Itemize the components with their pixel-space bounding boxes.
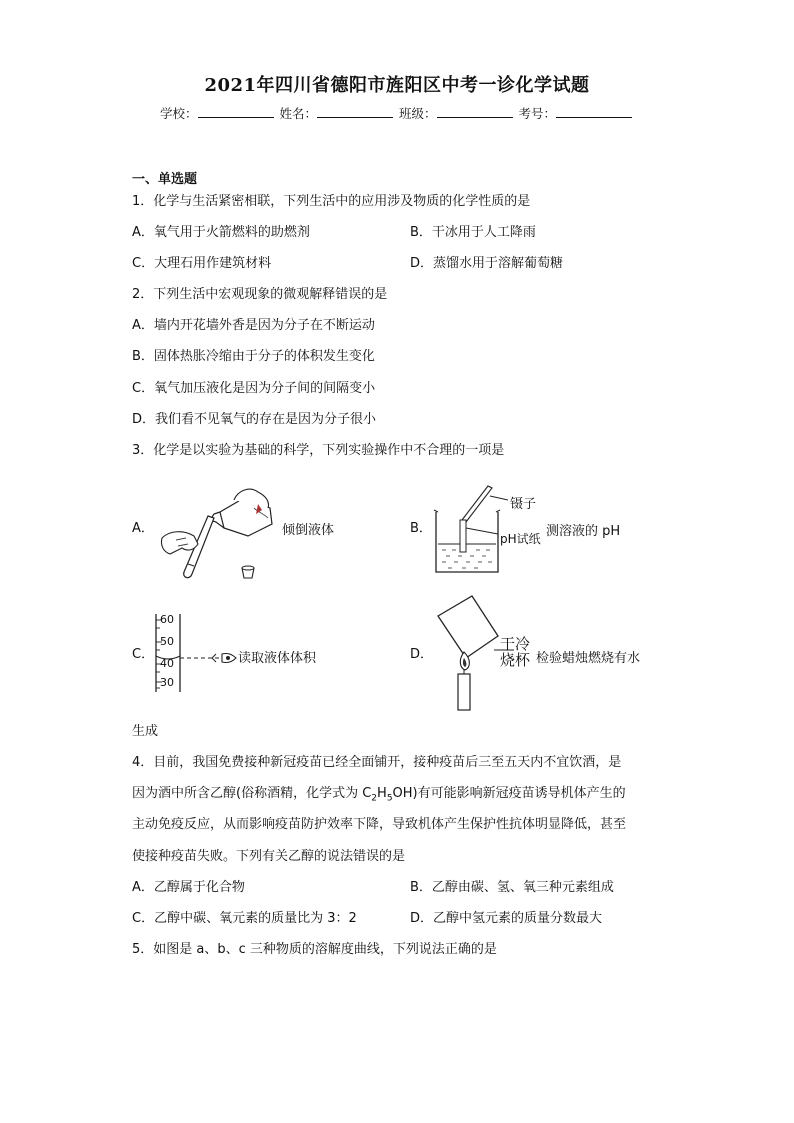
q3-option-c-label: C． — [132, 647, 155, 662]
q4-option-d: D．乙醇中氢元素的质量分数最大 — [410, 911, 603, 926]
q3-option-c-text: 读取液体体积 — [238, 651, 317, 666]
q4-line2-h: H — [377, 786, 387, 801]
cylinder-tick-30: 30 — [160, 676, 174, 689]
beaker-label: 烧杯 — [500, 651, 531, 669]
question-4-line-4: 使接种疫苗失败。下列有关乙醇的说法错误的是 — [132, 849, 406, 864]
q4-subscript-5: 5 — [386, 793, 393, 804]
question-2-stem: 2．下列生活中宏观现象的微观解释错误的是 — [132, 287, 388, 302]
q4-subscript-2: 2 — [371, 793, 378, 804]
q3-option-d-label: D． — [410, 647, 434, 662]
student-info-line — [0, 104, 794, 122]
dry-cold-label: 干冷 — [500, 635, 531, 653]
q4-option-a: A．乙醇属于化合物 — [132, 880, 245, 895]
name-blank[interactable] — [317, 105, 393, 118]
tweezers-label: 镊子 — [510, 497, 537, 512]
q3-option-d-text: 检验蜡烛燃烧有水 — [536, 651, 641, 666]
question-1-stem: 1．化学与生活紧密相联，下列生活中的应用涉及物质的化学性质的是 — [132, 194, 531, 209]
q3-option-b-label: B． — [410, 521, 432, 536]
q3-option-d-tail: 生成 — [132, 724, 159, 739]
name-label: 姓名： — [279, 106, 317, 121]
q2-option-b: B．固体热胀冷缩由于分子的体积发生变化 — [132, 349, 375, 364]
question-4-line-3: 主动免疫反应，从而影响疫苗防护效率下降，导致机体产生保护性抗体明显降低，甚至 — [132, 817, 627, 832]
school-label: 学校： — [159, 106, 198, 121]
ph-paper-label: pH试纸 — [500, 532, 541, 546]
school-blank[interactable] — [198, 105, 274, 118]
question-3-stem: 3．化学是以实验为基础的科学，下列实验操作中不合理的一项是 — [132, 443, 505, 458]
q3-option-a-text: 倾倒液体 — [282, 523, 335, 538]
q4-option-b: B．乙醇由碳、氢、氧三种元素组成 — [410, 880, 614, 895]
pouring-liquid-illustration — [158, 478, 278, 582]
q4-line2-part2: OH)有可能影响新冠疫苗诱导机体产生的 — [392, 786, 626, 801]
q2-option-c: C．氧气加压液化是因为分子间的间隔变小 — [132, 381, 376, 396]
section-heading: 一、单选题 — [132, 172, 198, 187]
class-blank[interactable] — [437, 105, 513, 118]
question-5-stem: 5．如图是 a、b、c 三种物质的溶解度曲线，下列说法正确的是 — [132, 942, 497, 957]
cylinder-tick-40: 40 — [160, 657, 174, 670]
q1-option-c: C．大理石用作建筑材料 — [132, 256, 272, 271]
q1-option-a: A．氧气用于火箭燃料的助燃剂 — [132, 225, 310, 240]
q1-option-d: D．蒸馏水用于溶解葡萄糖 — [410, 256, 564, 271]
cylinder-tick-60: 60 — [160, 613, 174, 626]
q4-line2-part1: 因为酒中所含乙醇(俗称酒精，化学式为 C — [132, 786, 372, 801]
page-title: 2021年四川省德阳市旌阳区中考一诊化学试题 — [204, 75, 590, 96]
question-4-line-2 — [132, 786, 626, 807]
cylinder-tick-50: 50 — [160, 635, 174, 648]
q3-option-a-label: A． — [132, 521, 154, 536]
q1-option-b: B．干冰用于人工降雨 — [410, 225, 536, 240]
q4-option-c: C．乙醇中碳、氧元素的质量比为 3：2 — [132, 911, 357, 926]
number-blank[interactable] — [556, 105, 632, 118]
number-label: 考号： — [518, 106, 556, 121]
q2-option-a: A．墙内开花墙外香是因为分子在不断运动 — [132, 318, 375, 333]
q3-option-b-text: 测溶液的 pH — [546, 524, 621, 539]
question-4-line-1: 4．目前，我国免费接种新冠疫苗已经全面铺开，接种疫苗后三至五天内不宜饮酒，是 — [132, 755, 622, 770]
q2-option-d: D．我们看不见氧气的存在是因为分子很小 — [132, 412, 377, 427]
class-label: 班级： — [398, 106, 437, 121]
